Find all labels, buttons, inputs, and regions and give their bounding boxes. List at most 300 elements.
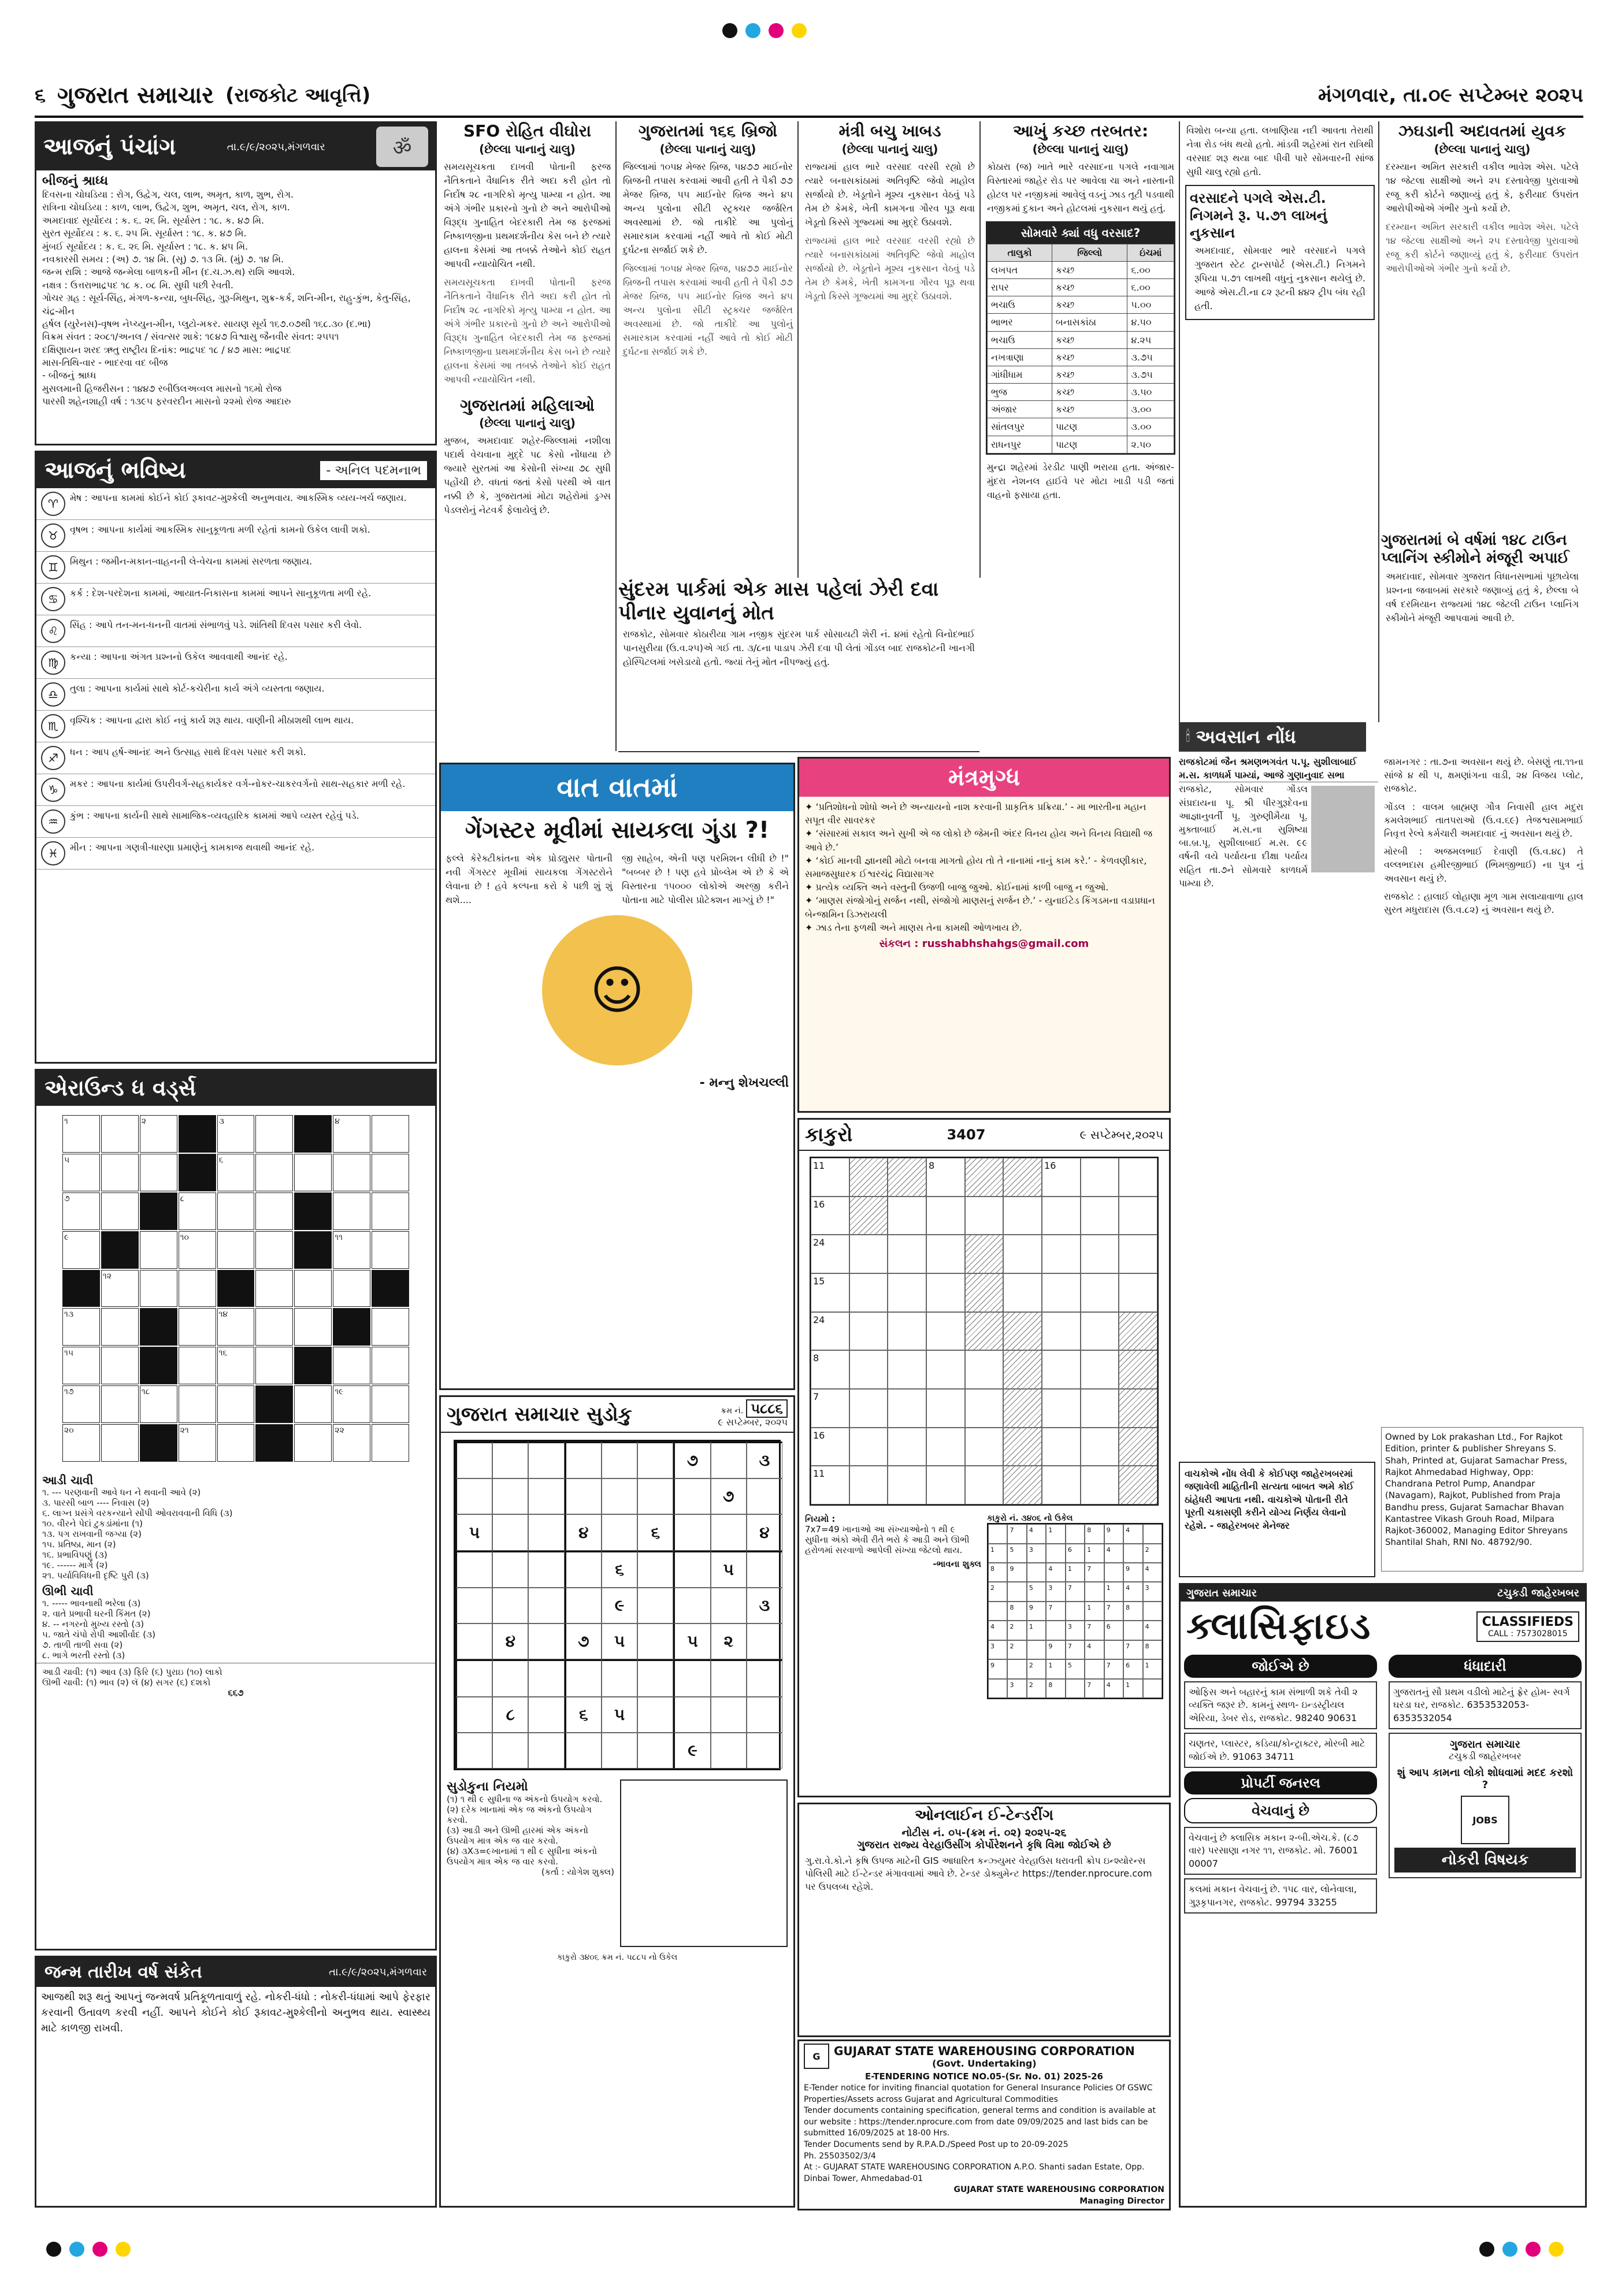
crossword-cell [294,1424,332,1462]
answers-line-1: આડી ચાવી: (૧) આવ (૩) ફિરિ (૬) પુરાઇ (૧૦) લાકો [42,1667,222,1678]
kakuro-cell [888,1350,926,1389]
kakuro-solution-cell [1143,1602,1162,1621]
kakuro-solution-cell: 5 [1027,1582,1046,1601]
crossword-cell [333,1192,370,1230]
mantra-line: ✦ ‘કોઈ માનવી જ્ઞાનથી મોટો બનવા માગતો હોય તો તે નાનામાં નાનું કામ કરે.’ - કેળવણીકાર, સમાજસુધારક ઈશ્વરચંદ્ર વિદ્યાસાગર [805,855,1147,879]
janma-box [35,1956,437,2208]
crossword-cell: ૮ [179,1192,216,1230]
kakuro-solution-cell: 1 [1046,1524,1065,1543]
classified-promo [1389,1733,1582,1878]
kakuro-solution-cell: 6 [1104,1621,1123,1640]
panchang-line: દક્ષિણાયન શરદ ઋતુ રાષ્ટ્રીય દિનાંક: ભાદ્રપદ ૧૮ / ૪૭ માસ: ભાદ્રપદ [42,344,291,355]
sudoku-cell [602,1441,637,1478]
rain-table-row [988,331,1174,348]
sudoku-cell [673,1659,710,1696]
crossword-cell [140,1424,177,1462]
st-box [1185,185,1375,320]
kakuro-solution-cell [1143,1524,1162,1543]
kakuro-cell [965,1428,1004,1466]
panchang-line: વિક્રમ સંવત : ૨૦૮૧/અનલ / સંવત્સર શાકે: ૧૯૪૭ વિશ્વાસુ જૈનવીર સંવત: ૨૫૫૧ [42,331,339,343]
sudoku-cell [747,1623,782,1659]
kakuro-cell [926,1312,965,1351]
kakuro-number: 3407 [947,1127,986,1143]
ad-notice-box [1179,1462,1375,1577]
panchang-line: દિવસના ચોઘડિયા : રોગ, ઉદ્વેગ, ચલ, લાભ, અમૃત, કાળ, શુભ, રોગ. [42,189,294,200]
crossword-cell [333,1308,370,1346]
kakuro-cell [926,1428,965,1466]
kakuro-cell [888,1273,926,1312]
mantra-line: ✦ ઝાડ તેના ફળથી અને માણસ તેના કામથી ઓળખાય છે. [805,922,1022,933]
kakuro-solution-cell: 2 [1143,1544,1162,1563]
rashi-symbol-icon: ♏ [41,714,65,738]
avsan-title: અવસાન નોંધ [1196,726,1296,748]
crossword-cell: ૨૦ [62,1424,100,1462]
kakuro-clue-cell: 7 [811,1389,849,1428]
classified-cat-business: ધંધાદારી [1389,1655,1582,1678]
avsan-note: ગોંડલ : વાલમ બ્રાહ્મણ ગૌત્ર નિવાસી હાલ મદુરા કમલેશભાઈ તાતપરાઓ (ઉ.વ.૬૯) તેજશ્વસામભાઈ નિવૃત્ત રેલ્વે કર્મચારી અમદાવાદ નું અવસાન થયું છે. [1384,801,1583,839]
rain-table-cell: કચ્છ [1052,366,1127,383]
panchang-date: તા.૯/૯/૨૦૨૫,મંગળવાર [227,140,325,153]
crossword-cell: ૭ [62,1192,100,1230]
sudoku-cell [565,1441,602,1478]
kakuro-solution-cell: 8 [1123,1602,1142,1621]
classified-ad-2: ચણતર, પ્લાસ્ટર, કડિયા/કોન્ટ્રાક્ટર, મોરબી માટે જોઈએ છે. 91063 34711 [1184,1733,1377,1768]
kakuro-rules-title: નિયમો : [805,1514,836,1525]
kakuro-solution-cell [988,1679,1007,1698]
rain-table-cell: ૩.૭૫ [1127,348,1174,366]
crossword-cell [217,1424,255,1462]
kakuro-cell [849,1350,888,1389]
kakuro-clue-cell: 8 [926,1158,965,1197]
sudoku-cell [565,1588,602,1623]
sudoku-cell [673,1478,710,1514]
rashi-symbol-icon: ♈ [41,492,65,516]
kakuro-solution-cell [1123,1621,1142,1640]
kakuro-solution-cell [988,1524,1007,1543]
mantra-box [797,757,1171,1113]
avsan-notes [1384,755,1583,921]
rain-table-cell: કચ્છ [1052,261,1127,278]
kakuro-box [797,1118,1171,1797]
sudoku-cell [637,1441,673,1478]
sfo-sub: (છેલ્લા પાનાનું ચાલુ) [479,142,576,156]
panchang-line: ગોચર ગ્રહ : સૂર્ય-સિંહ, મંગળ-કન્યા, બુધ-સિંહ, ગુરૂ-મિથુન, શુક્ર-કર્ક, શનિ-મીન, રાહુ-કુંભ, કેતુ-સિંહ, ચંદ્ર-મીન [42,292,411,317]
janma-title: જન્મ તારીખ વર્ષ સંકેત [44,1962,202,1982]
kakuro-solution-cell [1066,1524,1085,1543]
rain-table-cell: ૬.૦૦ [1127,278,1174,296]
kakuro-clue-cell [1003,1466,1042,1504]
across-title: આડી ચાવી [42,1473,94,1488]
kakuro-cell [888,1466,926,1504]
rashi-symbol-icon: ♌ [41,619,65,643]
kakuro-solution-cell: 9 [1123,1563,1142,1582]
rain-table-cell: ૨.૫૦ [1127,436,1174,453]
crossword-cell [372,1385,409,1423]
crossword-cell [217,1385,255,1423]
tender-english [797,2039,1171,2210]
cartoon-illustration: ☺ [542,915,692,1065]
kakuro-solution-cell: 3 [1027,1544,1046,1563]
sudoku-cell [455,1441,492,1478]
kakuro-solution-cell: 1 [1046,1659,1065,1678]
edition-label: (રાજકોટ આવૃત્તિ) [225,84,371,107]
kakuro-solution-cell [1046,1544,1065,1563]
kakuro-cell [1081,1466,1119,1504]
kakuro-cell [1042,1197,1081,1235]
rashi-symbol-icon: ♎ [41,682,65,707]
crossword-cell [294,1154,332,1191]
avsan-box [1179,722,1583,1421]
kakuro-clue-cell: 16 [811,1197,849,1235]
rain-table-row [988,401,1174,418]
down-clue: ૨. વાતે પ્રભાવી ઘરની કિંમત (૨) [42,1608,151,1619]
kakuro-clue-cell [965,1235,1004,1273]
crossword-cell [179,1115,216,1153]
sudoku-cell: ૪ [565,1514,602,1550]
sudoku-cell [455,1623,492,1659]
crossword-cell [140,1347,177,1384]
kakuro-cell [1003,1197,1042,1235]
kakuro-solution-cell: 4 [1123,1524,1142,1543]
rain-table-row [988,366,1174,383]
kakuro-cell [965,1350,1004,1389]
kakuro-solution-cell: 7 [1085,1679,1104,1698]
bridge-title: ગુજરાતમાં ૧૬૬ બ્રિજો [638,121,778,140]
sudoku-cell [565,1551,602,1588]
rashi-text: મેષ : આપના કામમાં કોઈને કોઈ રૂકાવટ-મુશ્કેલી અનુભવાય. આકસ્મિક વ્યય-ખર્ચ જણાય. [70,492,407,503]
rain-table [987,244,1174,454]
adalat-sub: (છેલ્લા પાનાનું ચાલુ) [1434,142,1531,156]
ownership-text: Owned by Lok prakashan Ltd., For Rajkot Edition, printer & publisher Shreyans S. Shah, Printed at, Gujarat Samachar Press, Rajkot Ahmedabad Highway, Opp: Chandrana Petrol Pump, Anandpar (Navagam), Rajkot, Published from Praja Bandhu press, Gujarat Samachar Bhavan Kantastree Vikash Grouh Road, Milpara Rajkot-360002, Managing Editor Shreyans Shantilal Shah, RNI No. 48792/90. [1385,1432,1568,1548]
sudoku-cell [637,1588,673,1623]
sudoku-cell [528,1551,564,1588]
panchang-line: સુરત સૂર્યોદય : ક. ૬. ૨૫ મિ. સૂર્યાસ્ત : ૧૮. ક. ૪૭ મિ. [42,228,247,239]
crossword-cell [101,1385,139,1423]
sudoku-cell [528,1659,564,1696]
sudoku-date: ૯ સપ્ટેમ્બર, ૨૦૨૫ [718,1417,788,1428]
crossword-cell [333,1347,370,1384]
kakuro-solution-cell [988,1602,1007,1621]
tender2-sub: (Govt. Undertaking) [932,2057,1037,2069]
kakuro-author: -ભાવના શુક્લ [933,1559,981,1570]
lamp-icon: 🕯 [1186,728,1190,745]
header-date: મંગળવાર, તા.૦૯ સપ્ટેમ્બર ૨૦૨૫ [1318,84,1583,107]
crossword-code: ૬૬૭ [228,1688,244,1699]
kakuro-clue-cell [1119,1350,1157,1389]
sudoku-rules-title: સુડોકુના નિયમો [447,1779,528,1795]
mahila-title: ગુજરાતમાં મહિલાઓ [460,395,595,415]
kutch-body: કોઠારા (જ) ખાતે ભારે વરસાદના પગલે નવાગામ વિસ્તારમાં જાહેર રોડ પર આવેલા ચા અને નાસ્તાની હોટલ પર નજીકમાં આવેલું વડનું ઝાડ તૂટી પડવાથી નજીકમાં દુકાન અને હોટલમાં નુકસાન થયું હતું. [987,161,1174,214]
kakuro-solution-cell: 1 [1085,1544,1104,1563]
classified-ad-5: કલમાં મકાન વેચવાનું છે. ૧૫૮ વાર, લોનેવાલા, ગુરૂકૃપાનગર, રાજકોટ. 99794 33255 [1184,1878,1377,1914]
rashi-text: ધન : આપ હર્ષ-આનંદ અને ઉત્સાહ સાથે દિવસ પસાર કરી શકો. [70,746,306,757]
classified-ad-3: ગુજરાતનું સૌ પ્રથમ વડીલો માટેનું ફ્રેર હોમ- સ્વર્ગ ઘરડા ઘર, રાજકોટ. 6353532053-6353532054 [1389,1681,1582,1729]
rain-table-cell: કચ્છ [1052,278,1127,296]
crossword-cell [294,1231,332,1269]
panchang-line: મુસલમાની હિજરીસન : ૧૪૪૭ રબીઉલઅવ્વલ માસનો ૧૬મો રોજ [42,382,282,394]
classified-promo-brand: ગુજરાત સમાચાર [1450,1738,1520,1751]
sudoku-cell: ૭ [565,1623,602,1659]
classified-promo-tag: ટચુકડી જાહેરખબર [1449,1751,1521,1762]
kakuro-cell [965,1466,1004,1504]
crossword-cell: ૧૦ [179,1231,216,1269]
kakuro-solution-cell [1085,1582,1104,1601]
classified-brand: ગુજરાત સમાચાર [1186,1587,1257,1599]
vaat-author: - મન્નુ શેખચલ્લી [699,1076,789,1090]
avsan-body: રાજકોટ, સોમવાર ગોંડલ સંપ્રદાયના પૂ. શ્રી પીરગુરૂદેવના આજ્ઞાનુવર્તી પૂ. ગુરુણીમૈયા પૂ. મુક્તાબાઈ મ.સ.ના સુશિષ્યા બા.બ્ર.પૂ. સુશીલાબાઈ મ.સ. ૯૯ વર્ષની વયે પર્યાયના દીક્ષા પર્યાય સહિત તા.૭ને સોમવારે કાળધર્મ પામ્યા છે. [1179,783,1308,889]
across-clue: ૧૦. વીરને પેદાં ટુકડાંમાંના (૧) [42,1518,143,1529]
rain-table-cell: ૪.૨૫ [1127,331,1174,348]
bhavishya-author: - અનિલ પદમનાભ [320,461,427,480]
kakuro-solution-cell [1007,1582,1026,1601]
adalat-title: ઝઘડાની અદાવતમાં યુવક [1398,121,1567,140]
mantra-line: ✦ પ્રત્યેક વ્યક્તિ અને વસ્તુની ઉજળી બાજુ જુઓ. કોઈનામાં કાળી બાજુ ન જુઓ. [805,882,1109,893]
sudoku-cell [528,1478,564,1514]
across-clue: ૩. પારસી બાળ ---- નિવાસ (૨) [42,1498,150,1509]
kakuro-solution-cell: 6 [1066,1544,1085,1563]
kakuro-cell [926,1273,965,1312]
rashi-symbol-icon: ♒ [41,809,65,834]
kakuro-cell [926,1350,965,1389]
rain-table-cell: ૩.૦૦ [1127,418,1174,436]
crossword-cell: ૧૫ [62,1347,100,1384]
sudoku-cell [602,1514,637,1550]
rashi-row [36,742,435,774]
kakuro-clue-cell [1119,1428,1157,1466]
township-story [1381,532,1583,716]
mantra-line: ✦ ‘માણસ સંજોગોનું સર્જન નથી, સંજોગો માણસનું સર્જન છે.’ - યુનાઈટેડ કિંગડમના વડાપ્રધાન બેન્જામિન ડિઝરાયલી [805,895,1155,920]
kakuro-cell [888,1428,926,1466]
rain-table-cell: કચ્છ [1052,384,1127,401]
classified-promo-banner: નોકરી વિષયક [1394,1848,1576,1873]
across-clue: ૧૯. ------ માર્ગ (૨) [42,1560,108,1571]
registration-dots-bottom-left [46,2242,131,2257]
kakuro-cell [1042,1273,1081,1312]
crossword-box [35,1069,437,1951]
kakuro-clue-cell: 16 [811,1428,849,1466]
rashi-row [36,711,435,742]
sudoku-cell [747,1733,782,1769]
sudoku-bottom: કાકુરો ૩૪૦૬ ક્રમ નં. ૫૮૮૫ નો ઉકેલ [556,1953,678,1963]
sudoku-cell [711,1733,747,1769]
sudoku-cell: ૬ [565,1697,602,1733]
column-kutch [982,121,1180,751]
rashi-row [36,520,435,552]
sundaram-story [618,578,979,752]
crossword-cell [179,1270,216,1307]
kakuro-solution-cell [1104,1640,1123,1659]
kakuro-solution-cell: 9 [1027,1602,1046,1621]
across-clue: ૧૩. પગ રાખવાની જગ્યા (૨) [42,1529,142,1540]
kakuro-cell [849,1466,888,1504]
kakuro-cell [1081,1158,1119,1197]
st-title: વરસાદને પગલે એસ.ટી. નિગમને રૂ. ૫.૭૧ લાખનું નુકસાન [1190,190,1327,241]
sudoku-cell [673,1514,710,1550]
rashi-symbol-icon: ♊ [41,555,65,579]
crossword-cell [101,1424,139,1462]
sudoku-cell [492,1441,528,1478]
panchang-line: નવકારસી સમય : (અ) ૭. ૧૪ મિ. (સૂ) ૭. ૧૩ મિ. (મું) ૭. ૧૪ મિ. [42,253,284,265]
kakuro-cell [1042,1312,1081,1351]
kakuro-cell [1119,1273,1157,1312]
sudoku-cell [673,1551,710,1588]
sudoku-cell [528,1588,564,1623]
crossword-cell: ૨૧ [179,1424,216,1462]
vaat-title: વાત વાતમાં [441,764,793,811]
sudoku-cell [565,1659,602,1696]
panchang-line: હર્ષલ (યુરેનસ)-વૃષભ નેપ્ચ્યુન-મીન, પ્લુટો-મકર. સાયણ સૂર્ય ૧૬૭.૦૭થી ૧૬૮.૩૦ (દ.ભા) [42,318,371,329]
kakuro-solution-title: કાકુરો નં. ૩૪૦૬ નો ઉકેલ [987,1514,1073,1524]
ganesh-icon: ॐ [376,127,428,167]
crossword-cell: ૧૬ [217,1347,255,1384]
bhavishya-title: આજનું ભવિષ્ય [44,457,186,484]
kakuro-solution-cell: 1 [1143,1659,1162,1678]
sudoku-cell: ૭ [711,1478,747,1514]
rashi-text: વૃષભ : આપના કાર્યમાં આકસ્મિક સાનુકૂળતા મળી રહેતાં કામનો ઉકેલ લાવી શકો. [70,524,370,535]
sudoku-rules [447,1794,614,1867]
crossword-cell [101,1192,139,1230]
rashi-row [36,679,435,711]
sudoku-cell: ૫ [455,1514,492,1550]
rain-table-cell: લખપત [988,261,1052,278]
kakuro-solution-cell: 2 [1007,1640,1026,1659]
tender2-body3: Tender Documents send by R.P.A.D./Speed Post up to 20-09-2025 [804,2139,1068,2149]
tender1-title: ઓનલાઈન ઈ-ટેન્ડરીંગ [914,1807,1054,1824]
kakuro-solution-cell: 1 [1085,1602,1104,1621]
tender-gujarati [797,1803,1171,2037]
kakuro-cell [1042,1350,1081,1389]
kakuro-clue-cell: 8 [811,1350,849,1389]
mantri-body-extra: રાજ્યમાં હાલ ભારે વરસાદ વરસી રહ્યો છે ત્યારે બનાસકાંઠામાં અતિવૃષ્ટિ જેવો માહોલ સર્જાયો છે. ખેડૂતોને મૂશ્ય નુકસાન વેઠવું પડે તેમ છે કેમકે, ખેતી કામગના ગૌરવ પૂરૂ થવા ખેડૂતો કિસ્સે ગૂજ્યમાં આ મુદ્દે ઉઠાવશે. [805,235,975,302]
kakuro-clue-cell [1119,1466,1157,1504]
kakuro-solution-cell: 7 [1007,1524,1026,1543]
kakuro-cell [1081,1197,1119,1235]
tender2-notice: E-TENDERING NOTICE NO.05-(Sr. No. 01) 2025-26 [864,2071,1103,2082]
crossword-cell: ૫ [62,1154,100,1191]
panchang-sub: બીજનું શ્રાધ્ધ [42,174,109,188]
crossword-cell: ૨ [140,1115,177,1153]
rain-table-cell: ભાભર [988,314,1052,331]
sudoku-cell [602,1733,637,1769]
rashi-text: મીન : આપના ગણત્રી-ધારણા પ્રમાણેનું કામકાજ થવાથી આનંદ રહે. [70,842,315,853]
sudoku-number: ૫૮૮૬ [746,1399,788,1418]
rain-table-row [988,278,1174,296]
rain-table-row [988,418,1174,436]
kakuro-cell [926,1197,965,1235]
rain-table-row [988,348,1174,366]
down-title: ઊભી ચાવી [42,1584,94,1599]
rashi-row [36,615,435,647]
kakuro-cell [1119,1197,1157,1235]
across-clue: ૬. લાગ્ન પ્રસંગે વરકન્યાને સોંપી ઓવરાવવાની વિધિ (૩) [42,1508,233,1519]
gswc-logo-icon: G [804,2044,829,2069]
rashi-row [36,647,435,679]
ownership-box [1381,1427,1583,1571]
tender1-body: ગુ.રા.વે.કો.ને કૃષિ ઉપજ માટેની GIS આધારિત કન્ઝ્યુમર વેરહાઉસ ધરાવતી ક્રોપ ઇન્શ્યોરન્સ પોલિસી માટે ઈ-ટેન્ડર મંગાવવામાં આવે છે. ટેન્ડર ડોક્યુમેન્ટ https://tender.nprocure.com પર ઉપલબ્ધ રહેશે. [805,1855,1152,1892]
panchang-line: જન્મ રાશિ : આજે જન્મેલા બાળકની મીન (દ.ચ.ઝ.થ) રાશિ આવશે. [42,266,295,278]
sudoku-cell [528,1623,564,1659]
sudoku-box [439,1395,795,2208]
sudoku-cell [492,1478,528,1514]
sudoku-cell [455,1659,492,1696]
sudoku-cell [711,1441,747,1478]
kakuro-solution-cell: 7 [1066,1640,1085,1659]
kakuro-rules: 7x7=49 ખાનાઓ આ સંખ્યાઓનો ૧ થી ૯ સુધીના અંકો એવી રીતે ભરો કે આડી અને ઊભી હરોળમાં સરવાળો આપેલી સંખ્યા જેટલો થાય. [805,1524,970,1556]
sudoku-solution-grid [620,1779,788,1947]
crossword-cell [255,1154,293,1191]
kakuro-cell [926,1466,965,1504]
sudoku-rule: (૩) આડી અને ઊભી હારમાં એક અંકનો ઉપયોગ માત્ર એક જ વાર કરવો. [447,1825,588,1847]
mantri-body: રાજ્યમાં હાલ ભારે વરસાદ વરસી રહ્યો છે ત્યારે બનાસકાંઠામાં અતિવૃષ્ટિ જેવો માહોલ સર્જાયો છે. ખેડૂતોને મૂશ્ય નુકસાન વેઠવું પડે તેમ છે કેમકે, ખેતી કામગના ગૌરવ પૂરૂ થવા ખેડૂતો કિસ્સે ગૂજ્યમાં આ મુદ્દે ઉઠાવશે. [805,161,975,228]
crossword-cell [255,1231,293,1269]
st-left-top: વિશોરા બન્યા હતા. લખાણિયા નદી આવતા તેરાથી નેત્રા રોડ બંધ થયો હતો. માંડવી શહેરમાં રાત રાત્રિથી વરસાદ શરૂ થયા બાદ પીવી પારે સોમવારની સાંજ સુધી ચાલુ રહ્યો હતો. [1186,125,1374,177]
sudoku-cell: ૯ [673,1733,710,1769]
sfo-body: સમયસૂચકતા દાખવી પોતાની ફરજ નૈતિકતાને વૈધાનિક રીતે અદા કરી હોત તો નિર્દોષ ૨૮ નાગરિકો મૃત્યુ પામ્યા ન હોત. આ અંગે ગંભીર પ્રકારનો ગુનો છે અને આરોપીઓ વિરૂદ્ધ ગુનાહિત બેદરકારી તેમ જ ફરજમાં નિષ્કાળજીના પ્રથમદર્શનીય કેસ બને છે ત્યારે હાલના કેસમાં આ તબક્કે તેઓને કોઈ રાહત આપવી ન્યાયોચિત નથી. [444,161,611,269]
kakuro-title: કાકુરો [805,1123,853,1146]
kakuro-cell [1119,1158,1157,1197]
sudoku-cell [711,1514,747,1550]
sudoku-cell [565,1478,602,1514]
sudoku-cell: ૬ [637,1514,673,1550]
sudoku-cell [747,1659,782,1696]
kakuro-solution-cell [1046,1621,1065,1640]
rain-table-cell: ૪.૫૦ [1127,314,1174,331]
mantra-lines [799,797,1169,938]
sudoku-cell [492,1588,528,1623]
kakuro-cell [1042,1466,1081,1504]
kakuro-cell [849,1428,888,1466]
rain-table-cell: કચ્છ [1052,331,1127,348]
sudoku-cell [565,1733,602,1769]
crossword-cell [372,1424,409,1462]
classified-tag: ટચુકડી જાહેરખબર [1497,1587,1579,1599]
kakuro-clue-cell: 16 [1042,1158,1081,1197]
sudoku-cell [711,1659,747,1696]
crossword-cell [101,1154,139,1191]
kakuro-solution-cell: 4 [1085,1640,1104,1659]
panchang-line: રાત્રિના ચોઘડિયા : કાળ, લાભ, ઉદ્વેગ, શુભ, અમૃત, ચલ, રોગ, કાળ. [42,202,290,213]
township-title: ગુજરાતમાં બે વર્ષમાં ૧૪૮ ટાઉન પ્લાનિંગ સ્કીમોને મંજૂરી અપાઈ [1381,532,1569,567]
tender2-body2: Tender documents containing specification, general terms and condition is available at our website : https://tender.nprocure.com from date 09/09/2025 and last bids can be submitted 16/09/2025 at 18-00 Hrs. [804,2106,1156,2138]
rain-table-cell: ૫.૦૦ [1127,296,1174,314]
rashi-text: મિથુન : જમીન-મકાન-વાહનની લે-વેચના કામમાં સરળતા જણાય. [70,556,313,567]
vaat-box [439,763,795,1390]
kakuro-solution-cell: 7 [1085,1621,1104,1640]
kakuro-cell [926,1389,965,1428]
mantra-title: મંત્રમુગ્ધ [799,759,1169,797]
kakuro-clue-cell [965,1312,1004,1351]
kakuro-clue-cell [1119,1389,1157,1428]
panchang-line: - બીજનું શ્રાધ્ધ [42,370,97,381]
column-adalat [1381,121,1583,526]
sudoku-cell: ૪ [747,1514,782,1550]
kakuro-solution-cell: 5 [1066,1659,1085,1678]
rain-table-cell: નખત્રાણા [988,348,1052,366]
crossword-cell [333,1154,370,1191]
sudoku-cell: ૭ [673,1441,710,1478]
across-clue: ૨૧. પર્યાવિવિધની દૃષ્ટિ પુરી (૩) [42,1570,149,1581]
kakuro-solution-cell: 3 [1143,1582,1162,1601]
sudoku-grid [454,1440,781,1770]
kakuro-clue-cell: 11 [811,1466,849,1504]
panchang-lines [42,188,429,408]
panchang-title: આજનું પંચાંગ [43,133,176,160]
sundaram-body: રાજકોટ, સોમવાર કોઠારીયા ગામ નજીક સુંદરમ પાર્ક સોસાયટી શેરી નં. ૪માં રહેતો વિનોદભાઈ પાનસુરીયા (ઉ.વ.૨૫)એ ગઈ તા. ૩/૮ના પાડાપ ઝેરી દવા પી લેતાં ગોંડલ બાદ રાજકોટની ખાનગી હોસ્પિટલમાં ખસેડાયો હતો. જ્યાં તેનું મોત નીપજ્યું હતું. [623,628,975,667]
sudoku-cell [747,1697,782,1733]
rain-table-header: ઇંચમાં [1127,244,1174,261]
kakuro-clue-cell [1119,1312,1157,1351]
kakuro-cell [1042,1389,1081,1428]
